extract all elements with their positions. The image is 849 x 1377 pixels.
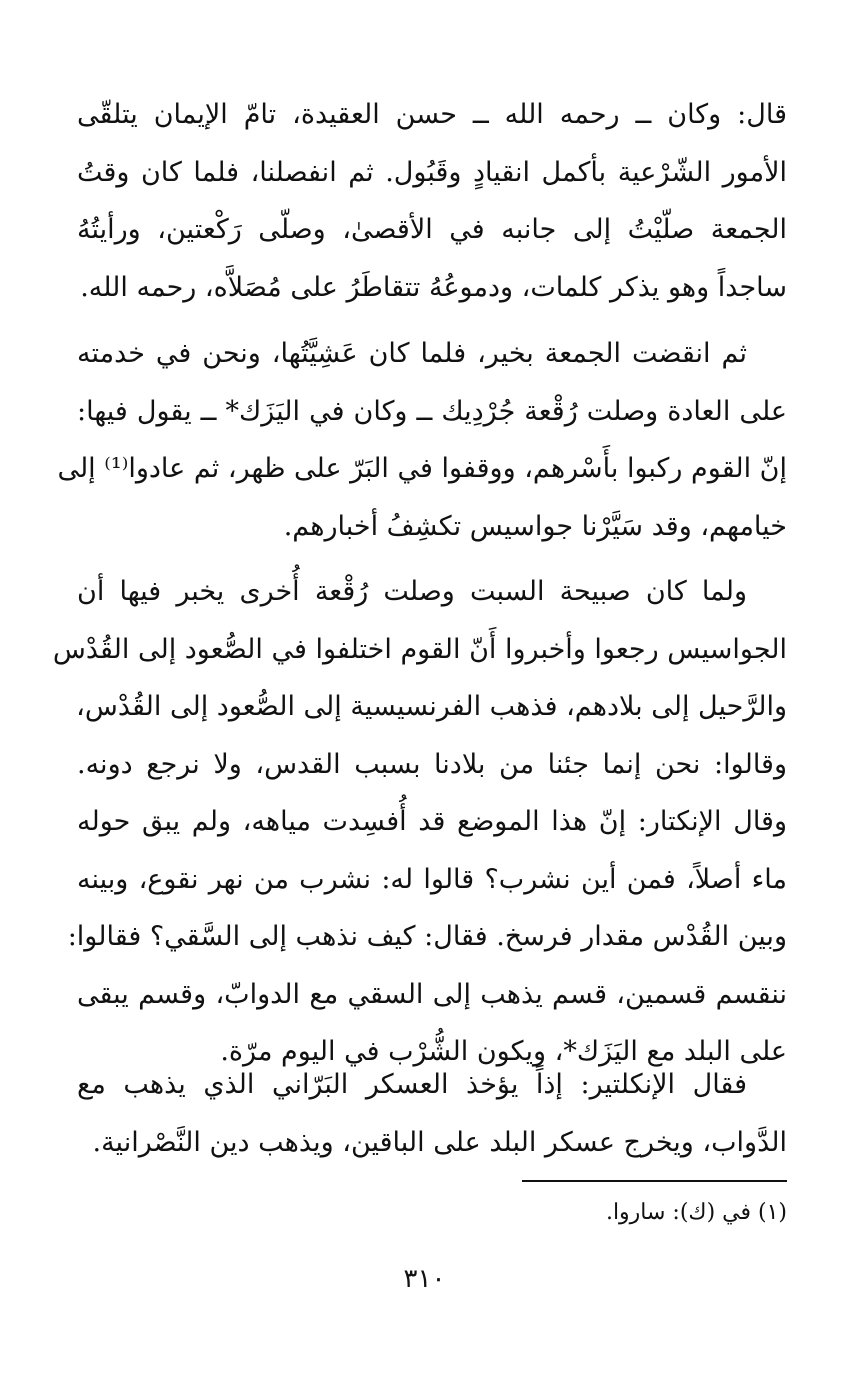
text-line: ساجداً وهو يذكر كلمات، ودموعُهُ تتقاطَرُ على مُصَلاَّه، رحمه الله. (80, 271, 787, 303)
text-line: على العادة وصلت رُقْعة جُرْدِيك ــ وكان في اليَزَك* ــ يقول فيها: (77, 395, 787, 427)
text-line: ثم انقضت الجمعة بخير، فلما كان عَشِيَّتُها، ونحن في خدمته (77, 338, 747, 369)
text-line: ماء أصلاً، فمن أين نشرب؟ قالوا له: نشرب من نهر نقوع، وبينه (77, 863, 787, 895)
text-line: الأمور الشّرْعية بأكمل انقيادٍ وقَبُول. ثم انفصلنا، فلما كان وقتُ (77, 156, 787, 188)
text-line: خيامهم، وقد سَيَّرْنا جواسيس تكشِفُ أخبارهم. (283, 510, 787, 542)
text-line: إنّ القوم ركبوا بأَسْرهم، ووقفوا في البَرّ على ظهر، ثم عادوا⁽¹⁾ إلى (57, 453, 787, 484)
text-line: وبين القُدْس مقدار فرسخ. فقال: كيف نذهب إلى السَّقي؟ فقالوا: (67, 921, 787, 952)
paragraph-1 (77, 86, 787, 316)
text-line: ننقسم قسمين، قسم يذهب إلى السقي مع الدوابّ، وقسم يبقى (77, 978, 787, 1010)
text-line: الدَّواب، ويخرج عسكر البلد على الباقين، ويذهب دين النَّصْرانية. (92, 1126, 787, 1158)
paragraph-4 (77, 1056, 787, 1171)
paragraph-2 (57, 325, 787, 555)
text-line: على البلد مع اليَزَك*، ويكون الشُّرْب في اليوم مرّة. (220, 1036, 787, 1067)
page-number: ٣١٠ (403, 1264, 446, 1294)
footnote: (١) في (ك): ساروا. (605, 1200, 787, 1225)
text-line: الجواسيس رجعوا وأخبروا أَنّ القوم اختلفوا في الصُّعود إلى القُدْس (52, 633, 787, 665)
text-line: ولما كان صبيحة السبت وصلت رُقْعة أُخرى يخبر فيها أن (77, 576, 747, 607)
text-line: الجمعة صلّيْتُ إلى جانبه في الأقصىٰ، وصلّى رَكْعتين، ورأيتُهُ (77, 214, 787, 245)
text-line: وقالوا: نحن إنما جئنا من بلادنا بسبب القدس، ولا نرجع دونه. (77, 748, 787, 780)
footnote-divider (522, 1180, 787, 1182)
text-line: فقال الإنكلتير: إذاً يؤخذ العسكر البَرّاني الذي يذهب مع (77, 1069, 747, 1100)
text-line: وقال الإنكتار: إنّ هذا الموضع قد أُفسِدت مياهه، ولم يبق حوله (77, 806, 787, 837)
text-line: والرَّحيل إلى بلادهم، فذهب الفرنسيسية إلى الصُّعود إلى القُدْس، (76, 691, 787, 722)
text-line: قال: وكان ــ رحمه الله ــ حسن العقيدة، تامّ الإيمان يتلقّى (77, 99, 787, 130)
paragraph-3 (52, 563, 787, 1081)
